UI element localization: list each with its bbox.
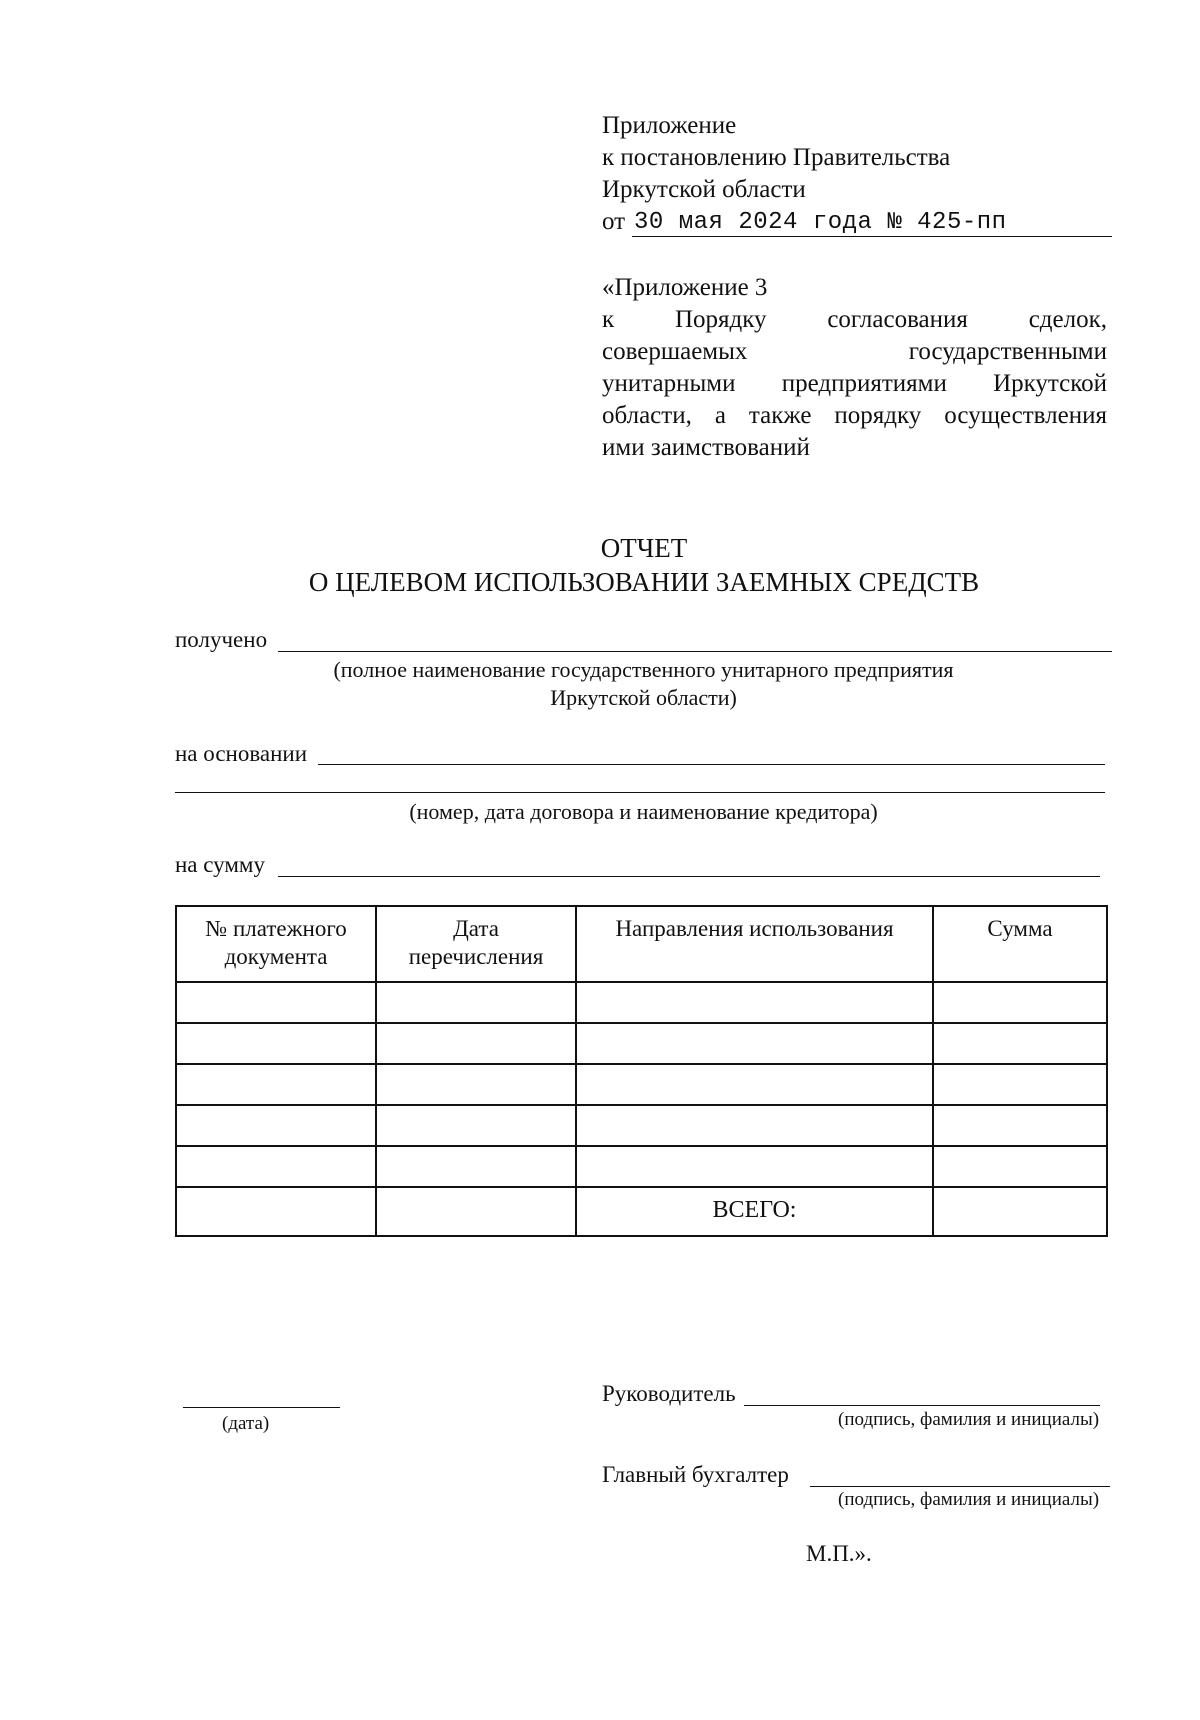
received-hint: (полное наименование государственного унитарного предприятия (333, 657, 954, 682)
table-cell[interactable] (576, 1105, 933, 1146)
table-cell[interactable] (176, 1187, 376, 1236)
column-header-usage-direction: Направления использования (576, 906, 933, 982)
table-cell[interactable] (376, 1146, 576, 1187)
appendix3-line: к Порядку согласования сделок, (602, 306, 1107, 333)
table-cell[interactable] (933, 982, 1107, 1023)
accountant-hint: (подпись, фамилия и инициалы) (838, 1489, 1100, 1510)
table-cell[interactable] (376, 1023, 576, 1064)
table-cell[interactable] (376, 1187, 576, 1236)
basis-field-continuation[interactable] (175, 792, 1105, 793)
date-underline (632, 236, 1112, 237)
resolution-date: 30 мая 2024 года № 425-пп (634, 209, 1007, 236)
head-signature-field[interactable] (744, 1405, 1100, 1406)
table-cell[interactable] (933, 1064, 1107, 1105)
table-cell[interactable] (176, 1146, 376, 1187)
table-row (176, 982, 1107, 1023)
table-cell[interactable] (176, 982, 376, 1023)
table-cell[interactable] (376, 1064, 576, 1105)
column-header-amount: Сумма (933, 906, 1107, 982)
accountant-signature-field[interactable] (810, 1486, 1110, 1487)
appendix3-line: области, а также порядку осуществления (602, 402, 1107, 429)
table-cell[interactable] (176, 1105, 376, 1146)
column-header-transfer-date: Дата перечисления (376, 906, 576, 982)
table-cell[interactable] (376, 982, 576, 1023)
table-total-row (176, 1187, 1107, 1236)
table-row (176, 1146, 1107, 1187)
accountant-label: Главный бухгалтер (602, 1462, 789, 1487)
head-hint: (подпись, фамилия и инициалы) (838, 1409, 1100, 1430)
amount-label: на сумму (175, 852, 265, 877)
appendix-region: Иркутской области (602, 176, 806, 203)
total-amount-cell[interactable] (933, 1187, 1107, 1236)
table-cell[interactable] (576, 1064, 933, 1105)
table-cell[interactable] (576, 982, 933, 1023)
column-header-payment-doc: № платежного документа (176, 906, 376, 982)
usage-table (175, 905, 1108, 1237)
amount-field[interactable] (278, 876, 1100, 877)
appendix-resolution: к постановлению Правительства (602, 144, 951, 171)
received-hint: Иркутской области) (550, 685, 737, 710)
report-title: ОТЧЕТ (600, 533, 688, 563)
received-field[interactable] (278, 651, 1112, 652)
seal-mark: М.П.». (806, 1541, 872, 1566)
head-label: Руководитель (602, 1381, 736, 1406)
table-cell[interactable] (933, 1105, 1107, 1146)
appendix-title: Приложение (602, 112, 737, 139)
appendix3-title: «Приложение 3 (602, 274, 768, 301)
appendix3-line: ими заимствований (602, 434, 810, 461)
total-label: ВСЕГО: (576, 1187, 933, 1236)
date-field[interactable] (183, 1407, 340, 1408)
report-subtitle: О ЦЕЛЕВОМ ИСПОЛЬЗОВАНИИ ЗАЕМНЫХ СРЕДСТВ (308, 567, 980, 597)
table-cell[interactable] (576, 1023, 933, 1064)
table-cell[interactable] (176, 1064, 376, 1105)
table-cell[interactable] (376, 1105, 576, 1146)
received-label: получено (175, 627, 268, 652)
appendix3-line: совершаемых государственными (602, 338, 1107, 365)
date-prefix: от (602, 208, 626, 235)
table-cell[interactable] (933, 1023, 1107, 1064)
date-hint: (дата) (222, 1413, 270, 1434)
table-cell[interactable] (176, 1023, 376, 1064)
table-row (176, 1023, 1107, 1064)
table-row (176, 1064, 1107, 1105)
appendix3-line: унитарными предприятиями Иркутской (602, 370, 1107, 397)
table-row (176, 1105, 1107, 1146)
table-header-row (176, 906, 1107, 982)
table-cell[interactable] (576, 1146, 933, 1187)
basis-hint: (номер, дата договора и наименование кредитора) (409, 799, 878, 824)
basis-label: на основании (175, 741, 308, 766)
basis-field[interactable] (318, 764, 1105, 765)
table-cell[interactable] (933, 1146, 1107, 1187)
